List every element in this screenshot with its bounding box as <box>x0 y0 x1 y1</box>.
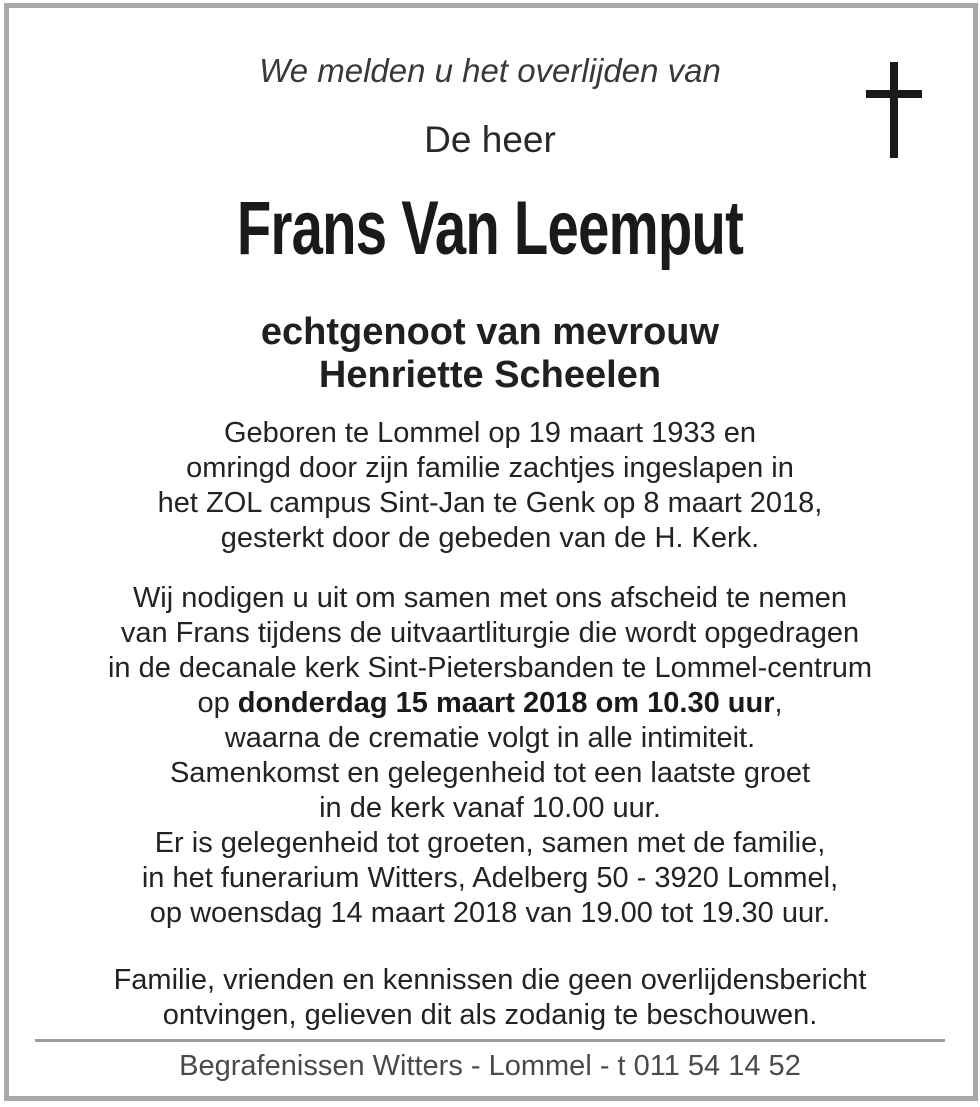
footer-divider <box>35 1039 945 1042</box>
spouse-name: Henriette Scheelen <box>318 354 662 396</box>
paragraph-line: waarna de crematie volgt in alle intimiteit. <box>224 722 756 754</box>
paragraph-line: Familie, vrienden en kennissen die geen overlijdensbericht <box>113 964 867 996</box>
deceased-name: Frans Van Leemput <box>236 186 744 271</box>
paragraph-line: het ZOL campus Sint-Jan te Genk op 8 maart 2018, <box>157 487 823 519</box>
paragraph-line: in de kerk vanaf 10.00 uur. <box>319 792 661 824</box>
funeral-date-line <box>0 686 980 721</box>
paragraph-line: Er is gelegenheid tot groeten, samen met de familie, <box>154 827 826 859</box>
invitation-paragraph <box>0 581 980 931</box>
birth-death-paragraph <box>0 416 980 556</box>
paragraph-line: in de decanale kerk Sint-Pietersbanden te Lommel-centrum <box>107 652 873 684</box>
paragraph-line: Geboren te Lommel op 19 maart 1933 en <box>224 417 756 449</box>
spouse-intro-line: echtgenoot van mevrouw <box>260 311 720 353</box>
intro-line: We melden u het overlijden van <box>259 52 721 89</box>
paragraph-line: ontvingen, gelieven dit als zodanig te beschouwen. <box>162 999 818 1031</box>
paragraph-line: Wij nodigen u uit om samen met ons afscheid te nemen <box>132 582 848 614</box>
date-suffix: , <box>774 687 783 719</box>
paragraph-line: omringd door zijn familie zachtjes ingeslapen in <box>186 452 794 484</box>
paragraph-line: in het funerarium Witters, Adelberg 50 - 3920 Lommel, <box>141 862 839 894</box>
paragraph-line: op woensdag 14 maart 2018 van 19.00 tot 19.30 uur. <box>149 897 831 929</box>
paragraph-line: Samenkomst en gelegenheid tot een laatste groet <box>169 757 811 789</box>
paragraph-line: van Frans tijdens de uitvaartliturgie die wordt opgedragen <box>120 617 860 649</box>
cross-horizontal-bar <box>866 90 922 98</box>
closing-paragraph <box>0 963 980 1033</box>
paragraph-line: gesterkt door de gebeden van de H. Kerk. <box>220 522 760 554</box>
spouse-block <box>0 311 980 397</box>
date-prefix: op <box>197 687 238 719</box>
deceased-title: De heer <box>424 119 556 160</box>
funeral-date-bold: donderdag 15 maart 2018 om 10.30 uur <box>237 687 775 719</box>
funeral-home-footer: Begrafenissen Witters - Lommel - t 011 54 14 52 <box>179 1050 801 1082</box>
